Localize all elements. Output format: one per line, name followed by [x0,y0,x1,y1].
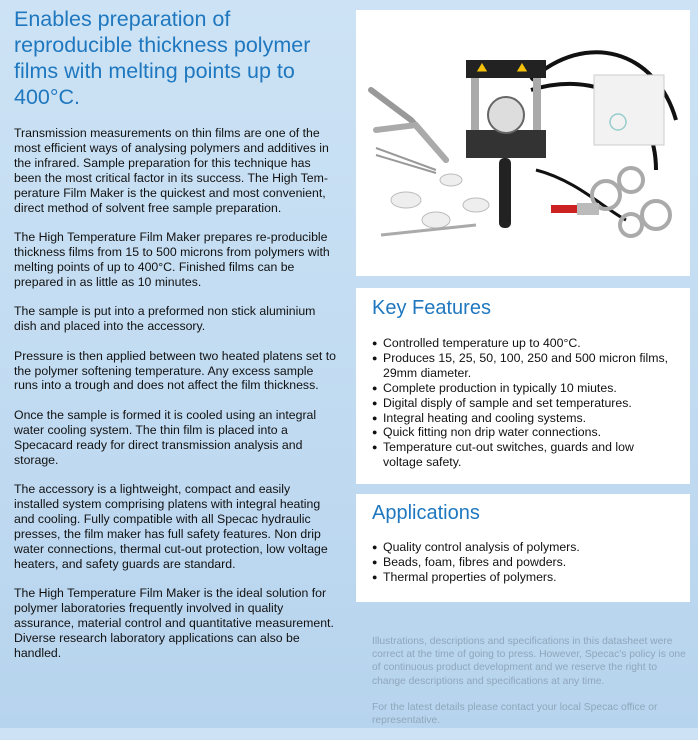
disclaimer-contact: For the latest details please contact your local Specac office or representative. [372,701,658,727]
applications-title: Applications [372,502,480,524]
main-column [14,6,336,675]
applications-list [356,525,690,585]
list-item: ● Temperature cut-out switches, guards and low voltage safety. [372,440,674,470]
list-item: ● Quality control analysis of polymers. [372,540,674,555]
paragraph-accessory: The accessory is a lightweight, compact and easily installed system comprising platens with integral heating and cooling. Fully compatible with all Specac hydraulic presses, the film maker has full safety features. Non drip water connections, thermal cut-out protection, low voltage heaters, and safety guards are standard. [14,482,328,571]
key-features-list [356,320,690,470]
headline: Enables preparation of reproducible thickness polymer films with melting points up to 400°C. [14,7,311,109]
paragraph-cooling: Once the sample is formed it is cooled using an integral water cooling system. The thin film is placed into a Specacard ready for direct transmission analysis and storage. [14,407,317,467]
list-item: ● Controlled temperature up to 400°C. [372,336,674,351]
paragraph-intro: Transmission measurements on thin films are one of the most efficient ways of analysing polymers and additives in the infrared. Sample preparation for this technique has been the most critical factor in its success. The High Tem-perature Film Maker is the quickest and most convenient, direct method of solvent free sample preparation. [14,126,329,215]
list-item: ● Integral heating and cooling systems. [372,411,674,426]
list-item: ● Thermal properties of polymers. [372,570,674,585]
list-item: ● Digital disply of sample and set temperatures. [372,396,674,411]
list-item: ● Complete production in typically 10 miutes. [372,381,674,396]
list-item: ● Produces 15, 25, 50, 100, 250 and 500 micron films, 29mm diameter. [372,351,674,381]
disclaimer [372,635,692,740]
list-item: ● Beads, foam, fibres and powders. [372,555,674,570]
product-photo [356,10,690,276]
paragraph-pressure: Pressure is then applied between two heated platens set to the polymer softening temperature. Any excess sample runs into a trough and does not affect the film thickness. [14,348,336,393]
list-item: ● Quick fitting non drip water connections. [372,425,674,440]
applications-panel [356,494,690,602]
paragraph-sample: The sample is put into a preformed non stick aluminium dish and placed into the accessory. [14,304,316,334]
paragraph-thickness: The High Temperature Film Maker prepares re-producible thickness films from 15 to 500 microns from polymers with melting points of up to 400°C. Finished films can be prepared in as little as 10 minutes. [14,230,330,289]
paragraph-solution: The High Temperature Film Maker is the ideal solution for polymer laboratories frequently involved in quality assurance, material control and quantitative measurement. Diverse research laboratory applications can also be handled. [14,586,334,660]
disclaimer-policy: Illustrations, descriptions and specifications in this datasheet were correct at the time of going to press. However, Specac's policy is one of continuous product development and we reserve the right to change descriptions and specifications at any time. [372,636,686,687]
key-features-panel [356,288,690,484]
key-features-title: Key Features [372,297,491,319]
film-maker-illustration [356,10,690,276]
